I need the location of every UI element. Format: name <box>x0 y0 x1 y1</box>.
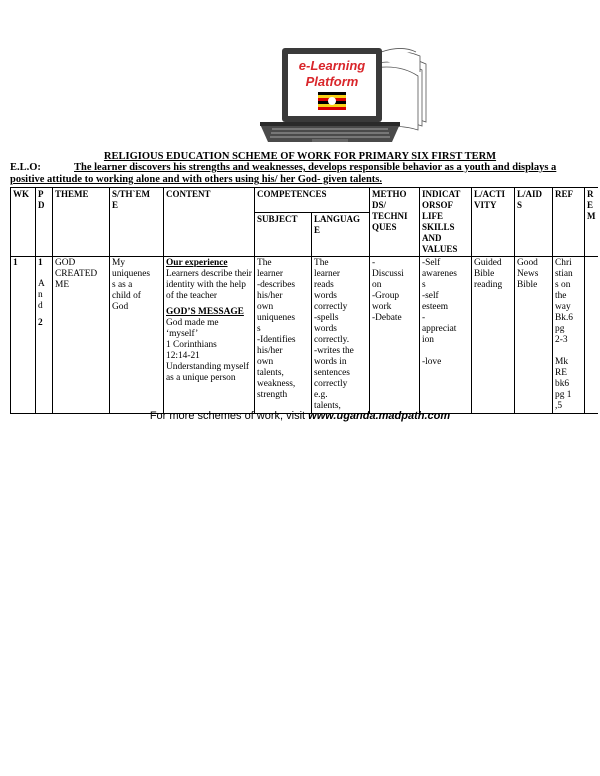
expected-learning-outcome <box>10 162 590 186</box>
header-subtheme: S/TH`EM E <box>110 188 164 257</box>
header-subject: SUBJECT <box>255 212 312 256</box>
cell-language: The learner reads words correctly -spells words correctly. -writes the words in sentences correctly e.g. talents, <box>312 257 370 414</box>
cell-wk: 1 <box>11 257 36 414</box>
header-content: CONTENT <box>164 188 255 257</box>
logo-text-line2: Platform <box>305 74 359 89</box>
header-theme: THEME <box>53 188 110 257</box>
document-title: RELIGIOUS EDUCATION SCHEME OF WORK FOR PRIMARY SIX FIRST TERM <box>103 151 497 162</box>
cell-subject: The learner -describes his/her own uniquenes s -Identifies his/her own talents, weakness, strength <box>255 257 312 414</box>
elo-text: The learner discovers his strengths and weaknesses, develops responsible behavior as a youth and displays a positive attitude to working alone and with others using his/ her God- given talents. <box>10 162 557 185</box>
cell-indicators: -Self awarenes s -self esteem - appreciat ion -love <box>420 257 472 414</box>
elo-label: E.L.O: <box>10 162 41 173</box>
header-activity: L/ACTI VITY <box>472 188 515 257</box>
header-language: LANGUAG E <box>312 212 370 256</box>
content-heading-gods-message: GOD’S MESSAGE <box>166 307 244 317</box>
content-experience-text: Learners describe their identity with the help of the teacher <box>166 269 252 301</box>
cell-aids: Good News Bible <box>515 257 553 414</box>
table-row <box>11 257 599 414</box>
logo-text-line1: e-Learning <box>298 58 366 73</box>
cell-methods: - Discussi on -Group work -Debate <box>370 257 420 414</box>
header-row-1 <box>11 188 599 213</box>
content-heading-experience: Our experience <box>166 258 228 268</box>
pd-and: A n d <box>38 279 45 311</box>
cell-content <box>164 257 255 414</box>
header-wk: WK <box>11 188 36 257</box>
pd-top: 1 <box>38 258 43 268</box>
header-ref: REF <box>553 188 585 257</box>
cell-subtheme: My uniquenes s as a child of God <box>110 257 164 414</box>
cell-theme: GOD CREATED ME <box>53 257 110 414</box>
header-methods: METHO DS/ TECHNI QUES <box>370 188 420 257</box>
footer-url-link[interactable]: www.uganda.madpath.com <box>308 410 451 422</box>
header-remarks: R E M <box>585 188 599 257</box>
cell-activity: Guided Bible reading <box>472 257 515 414</box>
header-competences: COMPETENCES <box>255 188 370 213</box>
cell-pd <box>36 257 53 414</box>
e-learning-platform-logo <box>250 42 430 148</box>
header-aids: L/AID S <box>515 188 553 257</box>
uganda-flag-icon <box>318 92 346 110</box>
content-gods-message-text: God made me ‘myself’ 1 Corinthians 12:14-21 Understanding myself as a unique person <box>166 318 250 383</box>
header-pd: P D <box>36 188 53 257</box>
cell-remarks <box>585 257 599 414</box>
scheme-of-work-table <box>10 187 599 414</box>
pd-bottom: 2 <box>38 318 43 328</box>
cell-ref: Chri stian s on the way Bk.6 pg 2-3 Mk RE bk6 pg 1 ,5 <box>553 257 585 414</box>
header-indicators: INDICAT ORSOF LIFE SKILLS AND VALUES <box>420 188 472 257</box>
footer-note <box>0 410 600 422</box>
footer-text: For more schemes of work, visit <box>149 410 309 422</box>
